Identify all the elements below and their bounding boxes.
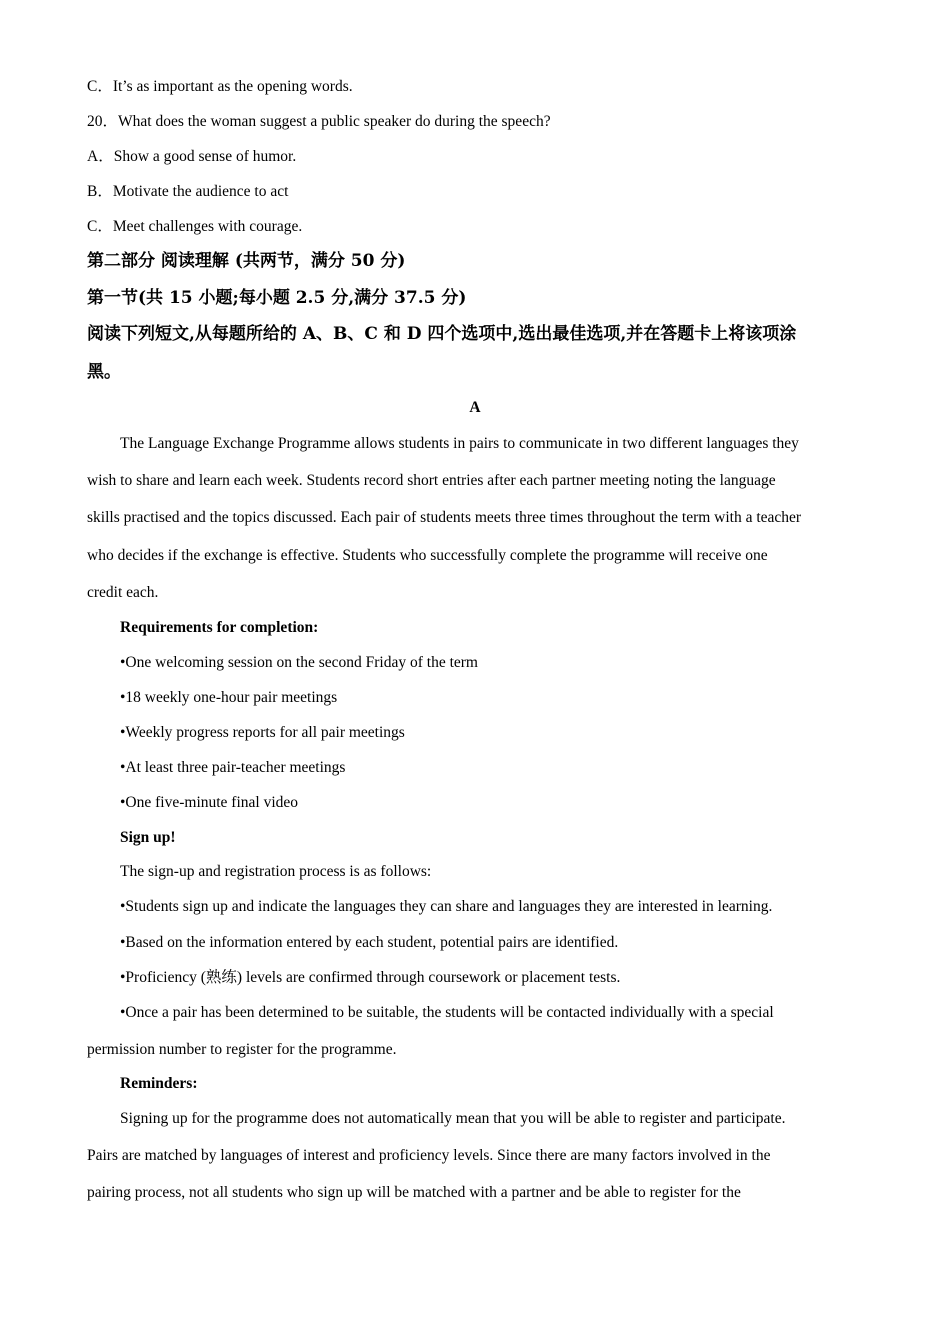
requirement-item: •At least three pair-teacher meetings — [120, 759, 346, 776]
passage-intro-line: who decides if the exchange is effective. Students who successfully complete the programme will receive one — [87, 547, 768, 564]
question-19-option-c: C．It’s as important as the opening words. — [87, 78, 353, 95]
signup-step: •Based on the information entered by each student, potential pairs are identified. — [120, 934, 619, 951]
requirement-item: •One welcoming session on the second Friday of the term — [120, 654, 478, 671]
instruction-line-2: 黑。 — [87, 362, 121, 382]
reminders-heading: Reminders: — [120, 1075, 198, 1092]
question-20-stem: 20．What does the woman suggest a public speaker do during the speech? — [87, 113, 551, 130]
question-20-option-b: B．Motivate the audience to act — [87, 183, 289, 200]
signup-step: •Once a pair has been determined to be suitable, the students will be contacted individually with a special — [120, 1004, 774, 1021]
signup-step-continued: permission number to register for the programme. — [87, 1041, 397, 1058]
signup-step: •Students sign up and indicate the languages they can share and languages they are interested in learning. — [120, 898, 773, 915]
requirements-heading: Requirements for completion: — [120, 619, 319, 636]
requirement-item: •Weekly progress reports for all pair meetings — [120, 724, 405, 741]
requirement-item: •One five-minute final video — [120, 794, 299, 811]
question-20-option-c: C．Meet challenges with courage. — [87, 218, 303, 235]
signup-heading: Sign up! — [120, 829, 176, 846]
passage-intro-line: credit each. — [87, 584, 159, 601]
passage-label: A — [469, 399, 481, 416]
instruction-line-1: 阅读下列短文,从每题所给的 A、B、C 和 D 四个选项中,选出最佳选项,并在答题卡上将该项涂 — [87, 324, 797, 344]
signup-intro: The sign-up and registration process is as follows: — [120, 863, 432, 880]
requirement-item: •18 weekly one-hour pair meetings — [120, 689, 338, 706]
subsection-title: 第一节(共 15 小题;每小题 2.5 分,满分 37.5 分) — [87, 288, 467, 308]
part-title: 第二部分 阅读理解 (共两节，满分 50 分) — [87, 251, 406, 271]
reminders-line: Pairs are matched by languages of interest and proficiency levels. Since there are many factors involved in the — [87, 1147, 771, 1164]
passage-intro-line: skills practised and the topics discussed. Each pair of students meets three times throughout the term with a teacher — [87, 509, 802, 526]
reminders-line: Signing up for the programme does not automatically mean that you will be able to register and participate. — [120, 1110, 786, 1127]
passage-intro-line: The Language Exchange Programme allows students in pairs to communicate in two different languages they — [120, 435, 799, 452]
passage-intro-line: wish to share and learn each week. Students record short entries after each partner meeting noting the language — [87, 472, 776, 489]
reminders-line: pairing process, not all students who sign up will be matched with a partner and be able to register for the — [87, 1184, 741, 1201]
question-20-option-a: A．Show a good sense of humor. — [87, 148, 297, 165]
signup-step: •Proficiency (熟练) levels are confirmed through coursework or placement tests. — [120, 969, 621, 986]
